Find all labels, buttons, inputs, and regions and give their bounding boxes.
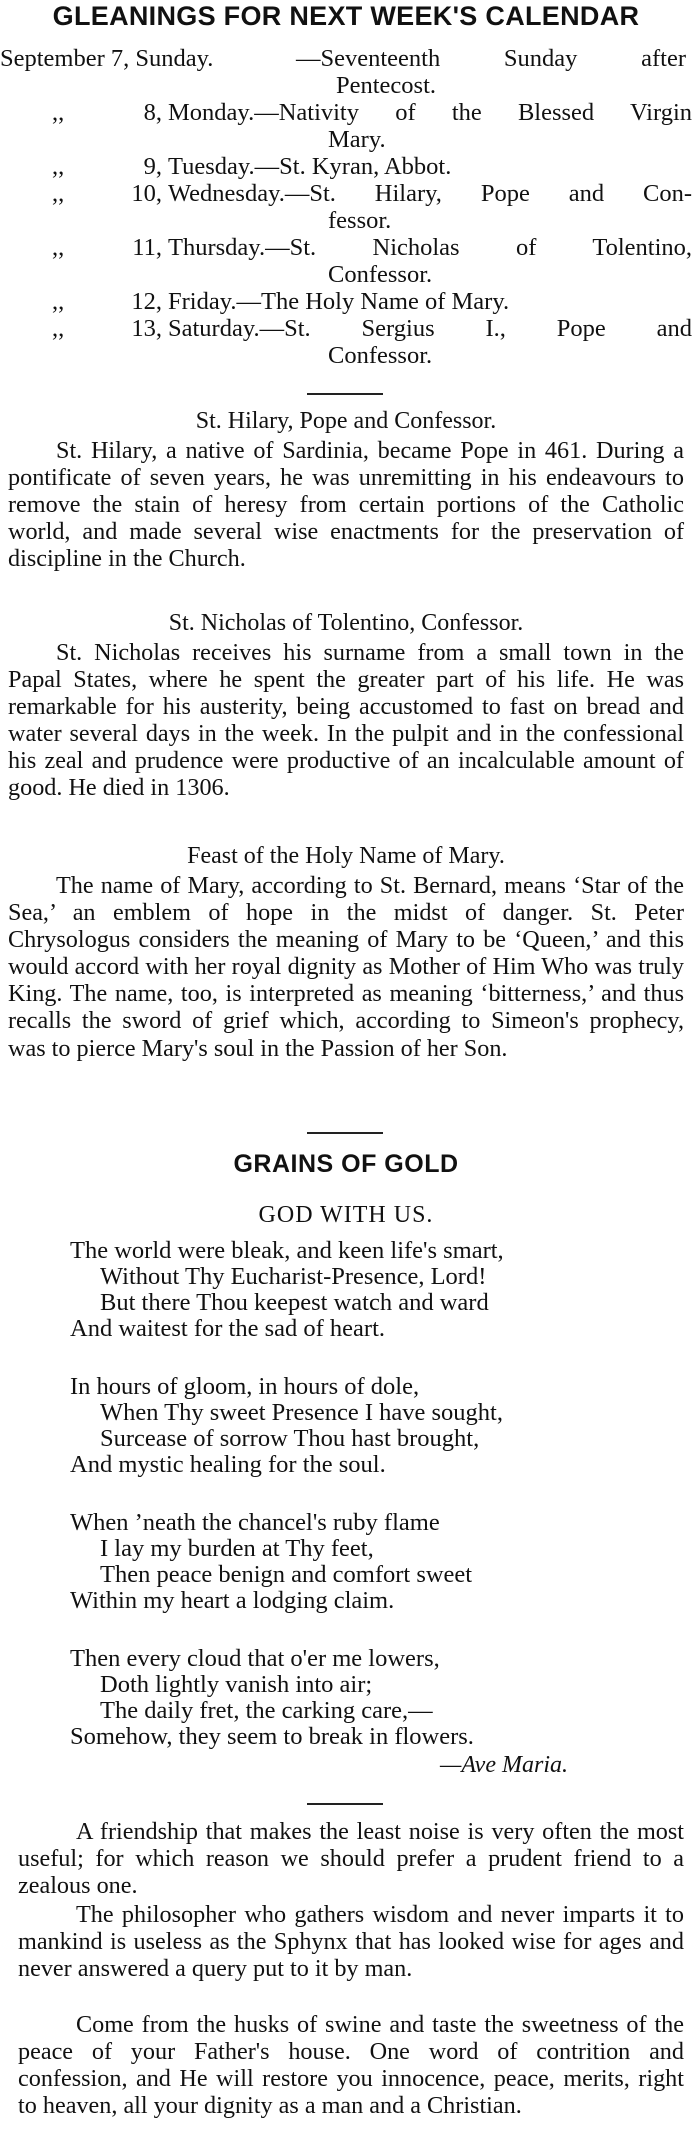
feast-title-hilary: St. Hilary, Pope and Confessor. bbox=[195, 408, 497, 434]
calendar-entry bbox=[0, 288, 692, 315]
ditto-mark: ,, bbox=[52, 288, 65, 315]
poem-line: When ’neath the chancel's ruby flame bbox=[70, 1509, 440, 1536]
poem-line: When Thy sweet Presence I have sought, bbox=[100, 1399, 503, 1426]
calendar-heading: GLEANINGS FOR NEXT WEEK'S CALENDAR bbox=[52, 1, 640, 31]
calendar-entry-text-cont: Mary. bbox=[328, 126, 386, 153]
calendar-entry-text: Saturday.—St. Sergius I., Pope and bbox=[168, 315, 692, 342]
calendar-entry-text: Monday.—Nativity of the Blessed Virgin bbox=[168, 99, 692, 126]
poem-line: Within my heart a lodging claim. bbox=[70, 1587, 395, 1614]
poem-line: And mystic healing for the soul. bbox=[70, 1451, 386, 1478]
poem-line: Somehow, they seem to break in flowers. bbox=[70, 1723, 474, 1750]
calendar-entry-day: 13, bbox=[131, 315, 162, 342]
poem-credit: —Ave Maria. bbox=[440, 1752, 568, 1778]
calendar-entry-text: Wednesday.—St. Hilary, Pope and Con- bbox=[168, 180, 692, 207]
calendar-entry-text-cont: Pentecost. bbox=[336, 72, 437, 99]
calendar-entry-text: Tuesday.—St. Kyran, Abbot. bbox=[168, 153, 452, 180]
poem-title: GOD WITH US. bbox=[258, 1202, 434, 1228]
calendar-entry bbox=[0, 315, 692, 342]
calendar-entry-text-cont: Confessor. bbox=[328, 261, 433, 288]
poem-line: The daily fret, the carking care,— bbox=[100, 1697, 433, 1724]
poem-line: The world were bleak, and keen life's smart, bbox=[70, 1237, 504, 1264]
maxim-philosopher: The philosopher who gathers wisdom and never imparts it to mankind is useless as the Sphynx that has looked wise for ages and never answered a query put to it by man. bbox=[18, 1901, 684, 1983]
ditto-mark: ,, bbox=[52, 153, 65, 180]
ditto-mark: ,, bbox=[52, 234, 65, 261]
divider-rule bbox=[307, 1803, 383, 1805]
divider-rule bbox=[307, 1132, 383, 1134]
calendar-entry bbox=[0, 180, 692, 207]
calendar-entry-text-cont: fessor. bbox=[328, 207, 392, 234]
feast-title-nicholas: St. Nicholas of Tolentino, Confessor. bbox=[168, 610, 524, 636]
feast-body-holy-name: The name of Mary, according to St. Bernard, means ‘Star of the Sea,’ an emblem of hope in the midst of danger. St. Peter Chrysologus considers the meaning of Mary to be ‘Queen,’ and this would accord with her royal dignity as Mother of Him Who was truly King. The name, too, is interpreted as meaning ‘bitterness,’ and thus recalls the sword of grief which, according to Simeon's prophecy, was to pierce Mary's soul in the Passion of her Son. bbox=[8, 872, 684, 1062]
calendar-entry bbox=[0, 99, 692, 126]
poem-line: Doth lightly vanish into air; bbox=[100, 1671, 373, 1698]
divider-rule bbox=[307, 393, 383, 395]
poem-line: Then peace benign and comfort sweet bbox=[100, 1561, 473, 1588]
calendar-entry-day: 12, bbox=[131, 288, 162, 315]
grains-heading: GRAINS OF GOLD bbox=[233, 1150, 459, 1178]
feast-body-nicholas: St. Nicholas receives his surname from a small town in the Papal States, where he spent the greater part of his life. He was remarkable for his austerity, being accustomed to fast on bread and water several days in the week. In the pulpit and in the confessional his zeal and prudence were productive of an incalculable amount of good. He died in 1306. bbox=[8, 639, 684, 802]
poem-line: Surcease of sorrow Thou hast brought, bbox=[100, 1425, 480, 1452]
calendar-entry-day: 9, bbox=[143, 153, 162, 180]
poem-line: In hours of gloom, in hours of dole, bbox=[70, 1373, 420, 1400]
poem-line: But there Thou keepest watch and ward bbox=[100, 1289, 489, 1316]
ditto-mark: ,, bbox=[52, 180, 65, 207]
maxim-come-from: Come from the husks of swine and taste the sweetness of the peace of your Father's house. One word of contrition and confession, and He will restore you innocence, peace, merits, right to heaven, all your dignity as a man and a Christian. bbox=[18, 2011, 684, 2120]
calendar-entry-day: 10, bbox=[131, 180, 162, 207]
calendar-entry-text: Thursday.—St. Nicholas of Tolentino, bbox=[168, 234, 692, 261]
calendar-entry-day: 8, bbox=[143, 99, 162, 126]
poem-line: I lay my burden at Thy feet, bbox=[100, 1535, 374, 1562]
calendar-entry bbox=[0, 234, 692, 261]
feast-title-holy-name: Feast of the Holy Name of Mary. bbox=[187, 843, 505, 869]
feast-body-hilary: St. Hilary, a native of Sardinia, became Pope in 461. During a pontificate of seven years, he was unremitting in his endeavours to remove the stain of heresy from certain portions of the Catholic world, and made several wise enactments for the preservation of discipline in the Church. bbox=[8, 437, 684, 573]
poem-line: And waitest for the sad of heart. bbox=[70, 1315, 385, 1342]
ditto-mark: ,, bbox=[52, 315, 65, 342]
calendar-entry-text: Friday.—The Holy Name of Mary. bbox=[168, 288, 510, 315]
ditto-mark: ,, bbox=[52, 99, 65, 126]
calendar-entry-first bbox=[0, 45, 692, 72]
calendar-entry bbox=[0, 153, 692, 180]
poem-line: Without Thy Eucharist-Presence, Lord! bbox=[100, 1263, 487, 1290]
calendar-entry-text: —Seventeenth Sunday after bbox=[296, 45, 686, 72]
calendar-entry-date: September 7, Sunday. bbox=[0, 45, 214, 72]
poem-line: Then every cloud that o'er me lowers, bbox=[70, 1645, 440, 1672]
maxim-friendship: A friendship that makes the least noise is very often the most useful; for which reason we should prefer a prudent friend to a zealous one. bbox=[18, 1818, 684, 1900]
calendar-entry-day: 11, bbox=[132, 234, 162, 261]
calendar-entry-text-cont: Confessor. bbox=[328, 342, 433, 369]
